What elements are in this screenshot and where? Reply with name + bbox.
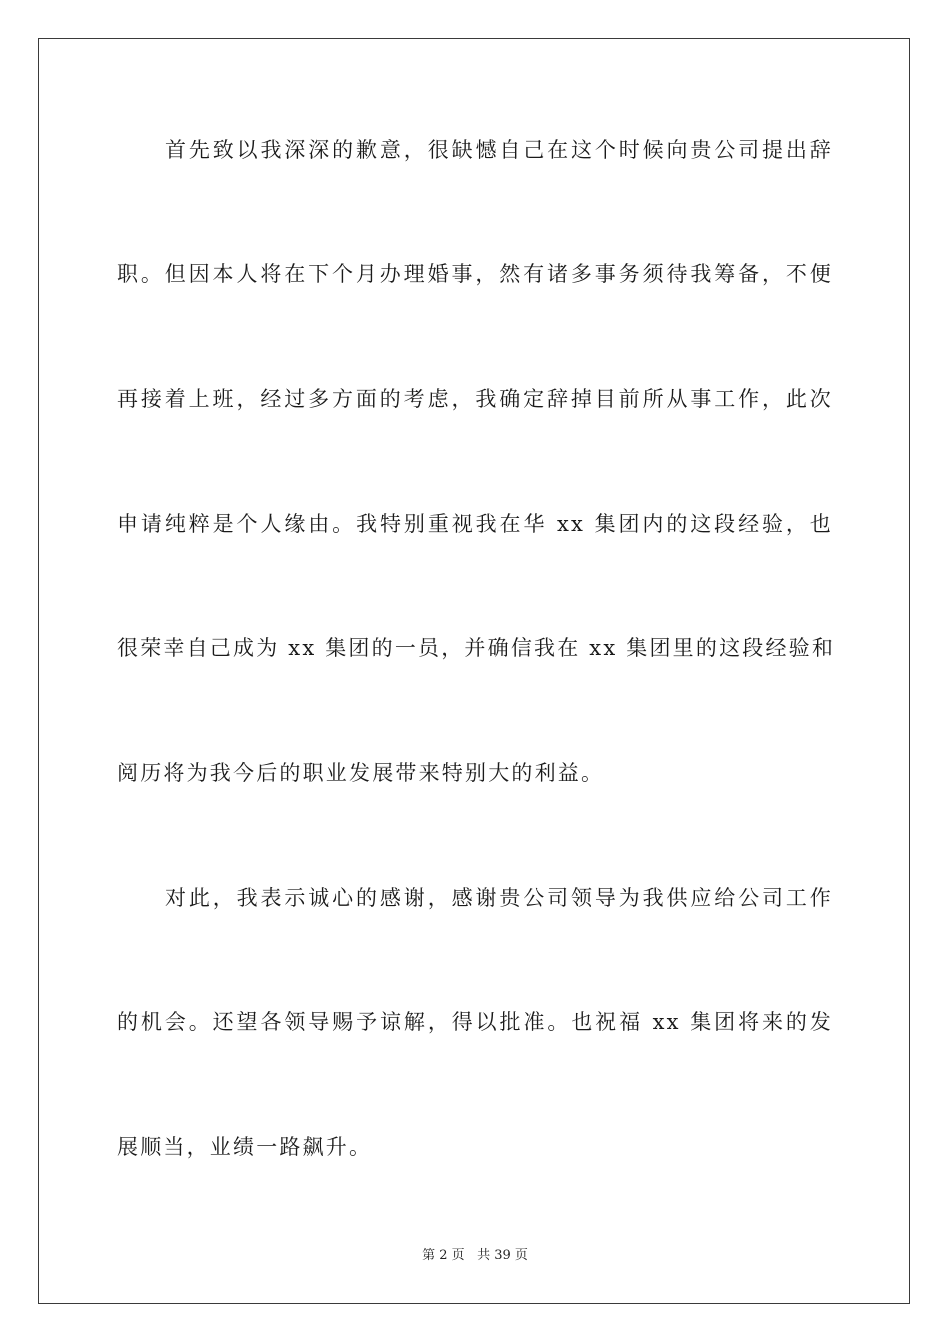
paragraph-1-line-1: 首先致以我深深的歉意，很缺憾自己在这个时候向贵公司提出辞 bbox=[165, 138, 833, 162]
page-total: 共 39 页 bbox=[477, 1248, 528, 1263]
page-frame bbox=[38, 38, 910, 1304]
paragraph-2-line-3: 展顺当，业绩一路飙升。 bbox=[117, 1135, 373, 1159]
paragraph-1-line-5: 很荣幸自己成为 xx 集团的一员，并确信我在 xx 集团里的这段经验和 bbox=[117, 636, 836, 660]
paragraph-1-line-2: 职。但因本人将在下个月办理婚事，然有诸多事务须待我筹备，不便 bbox=[117, 262, 833, 286]
paragraph-1-line-3: 再接着上班，经过多方面的考虑，我确定辞掉目前所从事工作，此次 bbox=[117, 387, 833, 411]
paragraph-1-line-4: 申请纯粹是个人缘由。我特别重视我在华 xx 集团内的这段经验，也 bbox=[117, 512, 833, 536]
page-number: 第 2 页 bbox=[422, 1248, 465, 1263]
paragraph-1-line-6: 阅历将为我今后的职业发展带来特别大的利益。 bbox=[117, 761, 605, 785]
page-footer bbox=[0, 1247, 950, 1265]
paragraph-2-line-2: 的机会。还望各领导赐予谅解，得以批准。也祝福 xx 集团将来的发 bbox=[117, 1010, 833, 1034]
paragraph-2-line-1: 对此，我表示诚心的感谢，感谢贵公司领导为我供应给公司工作 bbox=[165, 886, 833, 910]
